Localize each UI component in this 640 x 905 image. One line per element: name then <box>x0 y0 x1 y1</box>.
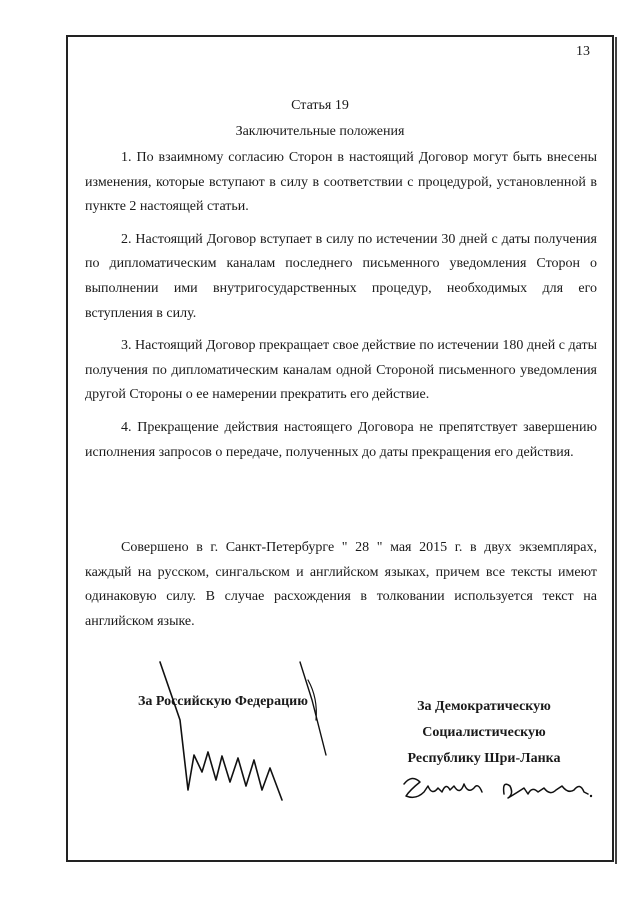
article-body <box>85 146 597 473</box>
signature-label-russia: За Российскую Федерацию <box>138 694 308 709</box>
signature-label-sri-lanka <box>384 694 584 772</box>
article-number: Статья 19 <box>291 98 349 113</box>
article-title: Заключительные положения <box>235 124 405 139</box>
closing-statement: Совершено в г. Санкт-Петербурге " 28 " мая 2015 г. в двух экземплярах, каждый на русском, сингальском и английском языках, причем все тексты имеют одинаковую силу. В случае расхождения в толковании используется текст на английском языке. <box>85 540 597 629</box>
paragraph-1: 1. По взаимному согласию Сторон в настоящий Договор могут быть внесены изменения, которые вступают в силу в соответствии с процедурой, установленной в пункте 2 настоящей статьи. <box>85 150 597 215</box>
page-number: 13 <box>576 44 590 59</box>
signature-label-line: За Демократическую <box>417 699 551 714</box>
handwritten-signature-sri-lanka <box>398 772 598 808</box>
signature-label-line: Социалистическую <box>422 725 546 740</box>
signature-label-line: Республику Шри-Ланка <box>407 751 561 766</box>
paragraph-4: 4. Прекращение действия настоящего Договора не препятствует завершению исполнения запросов о передаче, полученных до даты прекращения его действия. <box>85 419 597 460</box>
paragraph-3: 3. Настоящий Договор прекращает свое действие по истечении 180 дней с даты получения по дипломатическим каналам одной Стороной письменного уведомления другой Стороны о ее намерении прекратить его действие. <box>85 338 597 403</box>
handwritten-signature-russia <box>150 660 350 810</box>
paragraph-2: 2. Настоящий Договор вступает в силу по истечении 30 дней с даты получения по дипломатическим каналам последнего письменного уведомления Сторон о выполнении ими внутригосударственных процедур, необходимых для его вступления в силу. <box>85 231 597 321</box>
